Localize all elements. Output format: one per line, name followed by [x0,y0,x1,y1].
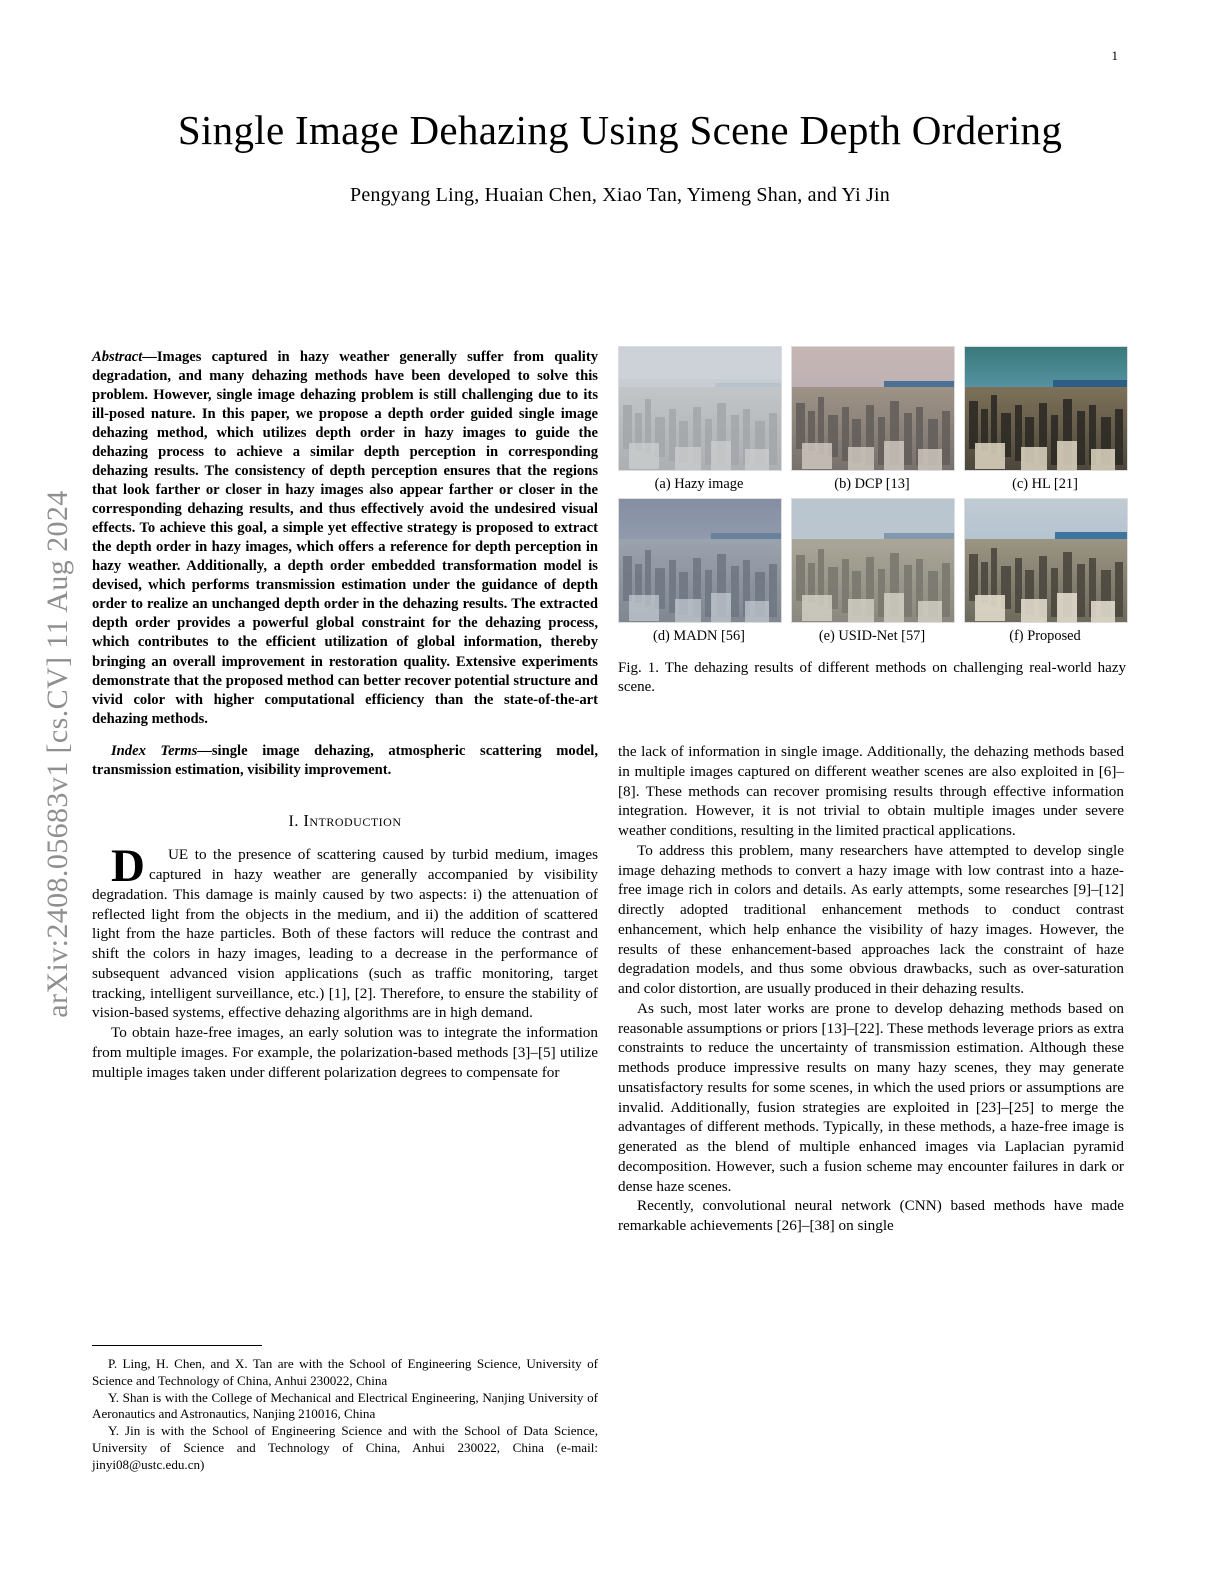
figure-sublabel-usid-net: (e) USID-Net [57] [818,628,926,644]
footnote-item: P. Ling, H. Chen, and X. Tan are with the School of Engineering Science, University of Science and Technology of China, Anhui 230022, China [92,1356,598,1388]
title-block [150,104,1090,207]
figure-cell-madn [618,498,780,650]
figure-cell-hazy-image [618,346,780,498]
abstract-dash: — [142,349,157,365]
section-heading-introduction [92,810,598,833]
right-paragraph-2: To address this problem, many researchers have attempted to develop single image dehazing methods to convert a hazy image with low contrast into a haze-free image rich in colors and details. As early attempts, some researches [9]–[12] directly adopted traditional enhancement methods to conduct contrast enhancement, which help enhance the visibility of hazy images. However, the results of these enhancement-based approaches lack the constraint of haze degradation models, and thus some obvious drawbacks, such as over-saturation and color distortion, are usually produced in their dehazing results. [618,841,1124,997]
figure-row-bottom [618,498,1126,650]
right-paragraph-3: As such, most later works are prone to develop dehazing methods based on reasonable assumptions or priors [13]–[22]. These methods leverage priors as extra constraints to reduce the uncertainty of transmission estimation. Although these methods produce impressive results on many hazy scenes, they may generate unsatisfactory results for some scenes, in which the used priors or assumptions are invalid. Additionally, fusion strategies are exploited in [23]–[25] to merge the advantages of different methods. Typically, in these methods, a haze-free image is generated as the blend of multiple enhanced images via Laplacian pyramid decomposition. However, such a fusion scheme may encounter failures in dark or dense haze scenes. [618,999,1124,1195]
figure-sublabel-proposed: (f) Proposed [1009,628,1081,644]
page-title: Single Image Dehazing Using Scene Depth Ordering [177,107,1063,153]
index-terms-text: single image dehazing, atmospheric scattering model, transmission estimation, visibility improvement. [92,742,598,778]
figure-cell-hl [964,346,1126,498]
figure-sublabel-hazy-image: (a) Hazy image [654,476,744,492]
abstract-paragraph [92,348,598,729]
figure-sublabel-dcp: (b) DCP [13] [834,476,910,492]
arxiv-stamp: arXiv:2408.05683v1 [cs.CV] 11 Aug 2024 [41,490,74,1018]
left-column [92,348,598,1082]
figure-image-dcp [791,346,955,471]
footnote-divider [92,1345,262,1346]
figure-row-top [618,346,1126,498]
right-column [618,742,1124,1236]
index-terms-label: Index Terms [111,742,198,759]
intro-paragraph-1 [92,840,598,1023]
index-terms-paragraph [92,742,598,780]
footnote-item: Y. Shan is with the College of Mechanical and Electrical Engineering, Nanjing University of Aeronautics and Astronautics, Nanjing 210016, China [92,1389,598,1422]
right-paragraph-4: Recently, convolutional neural network (CNN) based methods have made remarkable achievements [26]–[38] on single [618,1197,1124,1234]
footnote-item: Y. Jin is with the School of Engineering Science and with the School of Data Science, University of Science and Technology of China, Anhui 230022, China (e-mail: jinyi08@ustc.edu.cn) [92,1423,598,1472]
figure-cell-dcp [791,346,953,498]
author-list: Pengyang Ling, Huaian Chen, Xiao Tan, Yimeng Shan, and Yi Jin [350,184,890,207]
page-number: 1 [1111,48,1118,63]
drop-cap: D [111,840,145,893]
figure-image-proposed [964,498,1128,623]
section-number: I. [288,812,299,830]
intro-paragraph-2: To obtain haze-free images, an early solution was to integrate the information from multiple images. For example, the polarization-based methods [3]–[5] utilize multiple images taken under different polarization degrees to compensate for [92,1024,598,1081]
abstract-label: Abstract [92,349,143,365]
index-terms-dash: — [197,742,212,759]
footnotes [92,1356,598,1474]
figure-sublabel-madn: (d) MADN [56] [653,628,745,644]
figure-image-usid-net [791,498,955,623]
figure-caption: Fig. 1. The dehazing results of different methods on challenging real-world hazy scene. [618,660,1126,696]
figure-image-hl [964,346,1128,471]
figure-image-madn [618,498,782,623]
figure-1 [618,346,1126,697]
right-paragraph-1: the lack of information in single image. Additionally, the dehazing methods based in multiple images captured on different weather scenes are also exploited in [6]–[8]. These methods can recover promising results through effective information integration. However, it is not trivial to obtain multiple images under severe weather conditions, resulting in the limited practical applications. [618,743,1124,839]
intro-paragraph-1-text: UE to the presence of scattering caused by turbid medium, images captured in hazy weather are generally accompanied by visibility degradation. This damage is mainly caused by two aspects: i) the attenuation of reflected light from the objects in the medium, and ii) the addition of scattered light from the haze particles. Both of these factors will reduce the contrast and shift the colors in hazy images, leading to a decrease in the performance of subsequent advanced vision applications (such as traffic monitoring, target tracking, intelligent surveillance, etc.) [1], [2]. Therefore, to ensure the stability of vision-based systems, effective dehazing algorithms are in high demand. [92,846,598,1022]
section-title: Introduction [303,810,402,830]
figure-image-hazy-image [618,346,782,471]
figure-cell-usid-net [791,498,953,650]
abstract-text: Images captured in hazy weather generally suffer from quality degradation, and many dehazing methods have been developed to solve this problem. However, single image dehazing problem is still challenging due to its ill-posed nature. In this paper, we propose a depth order guided single image dehazing method, which utilizes depth order in hazy images to guide the dehazing process to achieve a similar depth perception in corresponding dehazing results. The consistency of depth perception ensures that the regions that look farther or closer in hazy images also appear farther or closer in the corresponding dehazing results, and thus effectively avoid the undesired visual effects. To achieve this goal, a simple yet effective strategy is proposed to extract the depth order in hazy images, which offers a reference for depth perception in hazy weather. Additionally, a depth order embedded transformation model is devised, which performs transmission estimation under the guidance of depth order to realize an unchanged depth order in the dehazing results. The extracted depth order provides a powerful global constraint for the dehazing process, which contributes to the efficient utilization of global information, thereby bringing an overall improvement in restoration quality. Extensive experiments demonstrate that the proposed method can better recover potential structure and vivid color with higher computational efficiency than the state-of-the-art dehazing methods. [92,349,598,727]
figure-cell-proposed [964,498,1126,650]
figure-sublabel-hl: (c) HL [21] [1012,476,1078,492]
